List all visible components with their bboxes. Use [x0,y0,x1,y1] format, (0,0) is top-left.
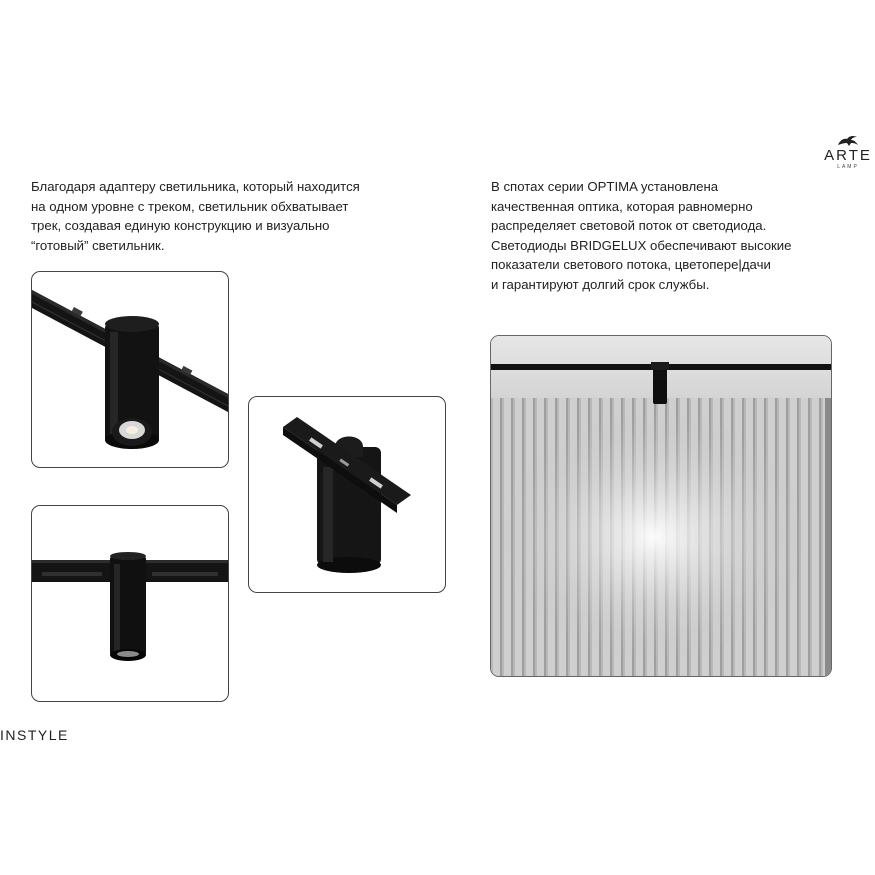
interior-ribbed-wall-image [491,336,831,676]
image-card-adapter-detail [248,396,446,593]
griffin-logo-icon [835,134,861,148]
optics-description: В спотах серии OPTIMA установлена качественная оптика, которая равномерно распределяет световой поток от светодиода. Светодиоды BRIDGELUX обеспечивают высокие показатели светового потока, цветопере|дачи и гарантируют долгий срок службы. [491,179,792,292]
arte-lamp-logo [818,134,875,170]
image-card-interior [490,335,832,677]
image-card-spot-angled [31,271,229,468]
adapter-description: Благодаря адаптеру светильника, который находится на одном уровне с треком, светильник обхватывает трек, создавая единую конструкцию и визуально “готовый” светильник. [31,179,360,253]
spot-on-track-side-image [32,506,228,701]
instyle-brand-label: INSTYLE [0,727,69,743]
logo-subtitle: LAMP [837,164,859,170]
spot-with-adapter-image [249,397,445,592]
logo-wordmark: ARTE [824,147,872,164]
spot-on-track-angled-image [32,272,228,467]
image-card-spot-side [31,505,229,702]
